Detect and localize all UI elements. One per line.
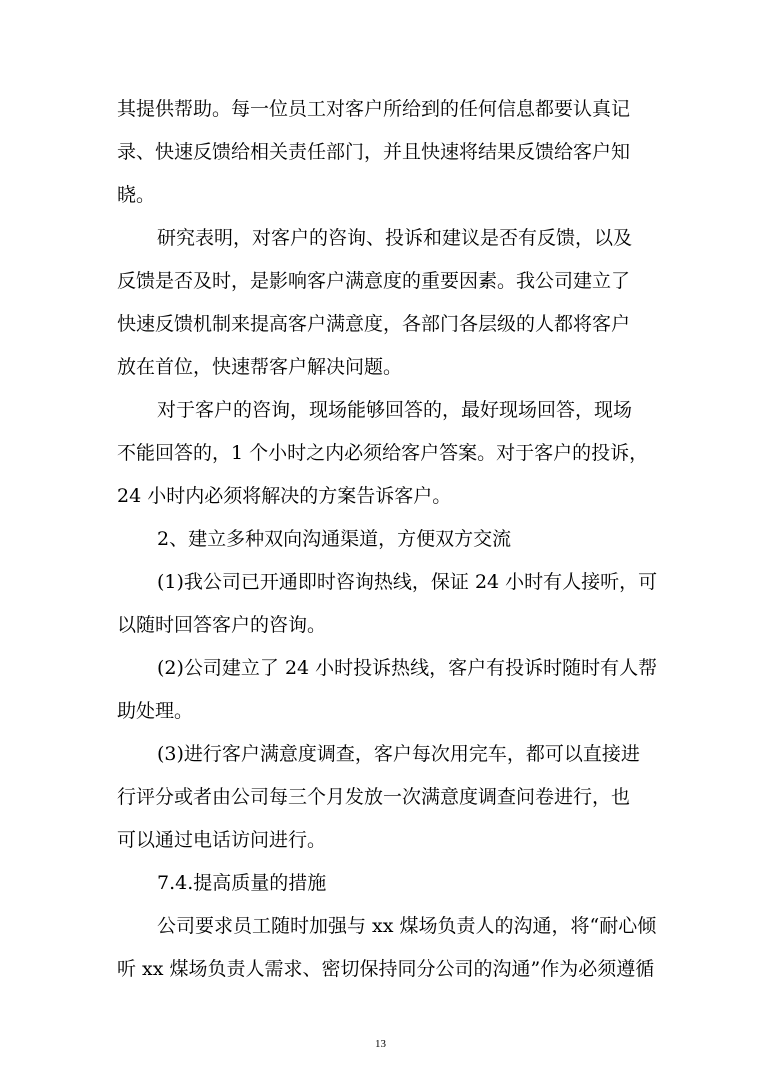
text-line-2: 录、快速反馈给相关责任部门，并且快速将结果反馈给客户知 <box>117 141 631 163</box>
text-line-10: 24 小时内必须将解决的方案告诉客户。 <box>117 485 452 507</box>
text-line-7: 放在首位，快速帮客户解决问题。 <box>117 356 403 378</box>
text-line-9: 不能回答的，1 个小时之内必须给客户答案。对于客户的投诉， <box>117 442 649 464</box>
text-line-13: 以随时回答客户的咨询。 <box>117 614 327 636</box>
text-line-5: 反馈是否及时，是影响客户满意度的重要因素。我公司建立了 <box>117 270 631 292</box>
text-line-21: 听 xx 煤场负责人需求、密切保持同分公司的沟通”作为必须遵循 <box>117 958 655 980</box>
text-line-16: (3)进行客户满意度调查，客户每次用完车，都可以直接进 <box>157 743 640 765</box>
section-heading-2: 2、建立多种双向沟通渠道，方便双方交流 <box>157 528 512 550</box>
text-line-14: (2)公司建立了 24 小时投诉热线，客户有投诉时随时有人帮 <box>157 657 657 679</box>
text-line-20: 公司要求员工随时加强与 xx 煤场负责人的沟通，将“耐心倾 <box>157 915 657 937</box>
text-line-1: 其提供帮助。每一位员工对客户所给到的任何信息都要认真记 <box>117 98 631 120</box>
text-line-18: 可以通过电话访问进行。 <box>117 829 327 851</box>
page-number: 13 <box>375 1038 386 1050</box>
text-line-15: 助处理。 <box>117 700 194 722</box>
text-line-17: 行评分或者由公司每三个月发放一次满意度调查问卷进行，也 <box>117 786 631 808</box>
text-line-8: 对于客户的咨询，现场能够回答的，最好现场回答，现场 <box>157 399 633 421</box>
text-line-6: 快速反馈机制来提高客户满意度，各部门各层级的人都将客户 <box>117 313 631 335</box>
text-line-4: 研究表明，对客户的咨询、投诉和建议是否有反馈，以及 <box>157 227 633 249</box>
text-line-12: (1)我公司已开通即时咨询热线，保证 24 小时有人接听，可 <box>157 571 657 593</box>
text-line-3: 晓。 <box>117 184 156 206</box>
section-heading-7-4: 7.4.提高质量的措施 <box>157 872 327 894</box>
